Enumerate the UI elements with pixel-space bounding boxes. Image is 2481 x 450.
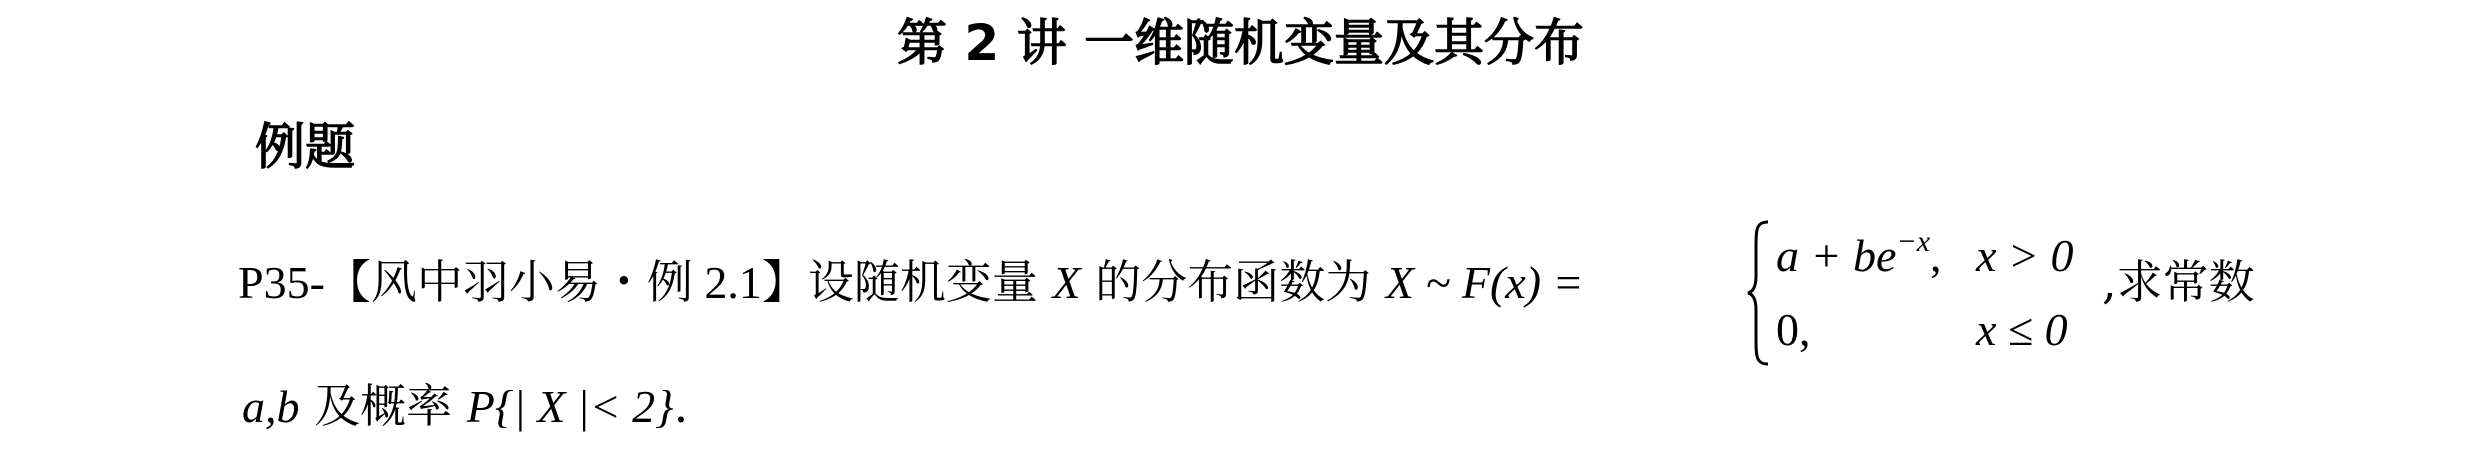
random-variable-x: X <box>1052 257 1081 308</box>
distribution-expression: X ~ F(x) = <box>1385 257 1584 308</box>
section-heading: 例题 <box>255 118 355 176</box>
case-2-condition: x ≤ 0 <box>1976 304 2068 355</box>
left-brace-icon <box>1746 218 1772 368</box>
problem-line2-text: 及概率 <box>314 379 453 433</box>
page-title: 第 2 讲 一维随机变量及其分布 <box>896 14 1584 72</box>
case-2-expression: 0, <box>1776 304 1811 355</box>
problem-suffix: ,求常数 <box>2102 255 2255 309</box>
problem-line-1 <box>238 252 1584 313</box>
problem-line-2 <box>242 376 688 437</box>
problem-mid-text: 的分布函数为 <box>1095 255 1372 309</box>
piecewise-function <box>1746 218 2108 368</box>
probability-expression: P{| X |< 2} <box>466 381 674 432</box>
case-1-expression: $a + be^{-x}$, <box>1776 225 1942 281</box>
problem-prefix: P35-【风中羽小易・例 2.1】设随机变量 <box>238 257 1038 308</box>
problem-end-period: . <box>673 379 689 433</box>
constants-ab: a,b <box>242 381 300 432</box>
case-1-condition: x > 0 <box>1976 230 2074 281</box>
